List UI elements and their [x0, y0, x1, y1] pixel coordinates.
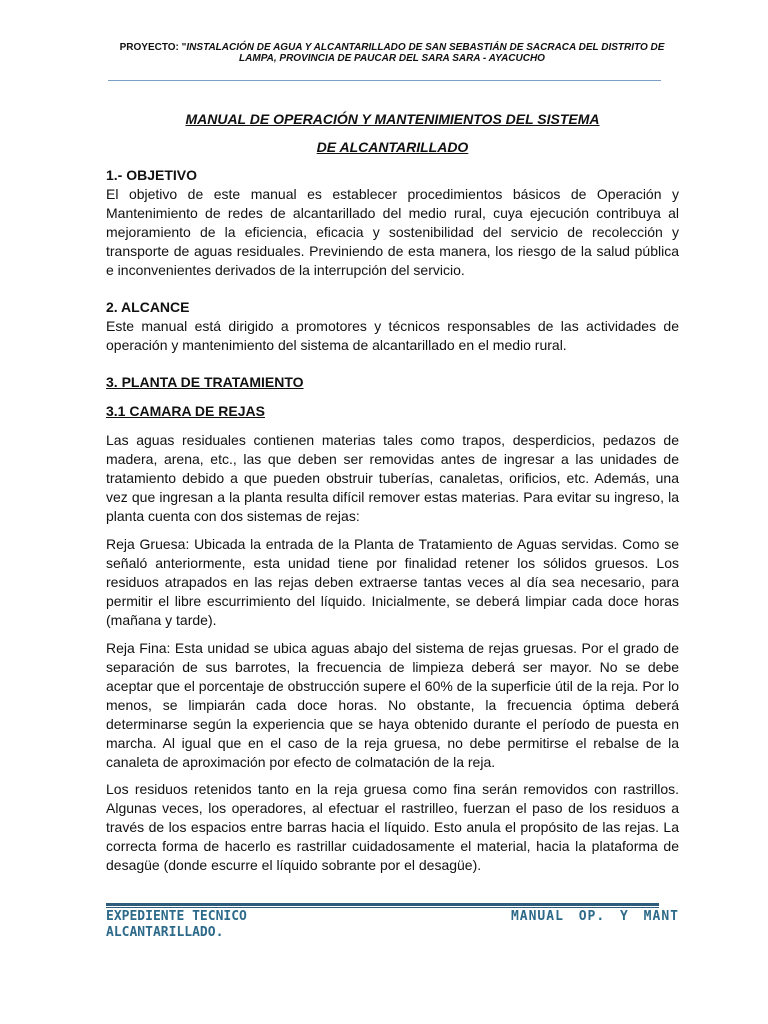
section-paragraph: Este manual está dirigido a promotores y técnicos responsables de las actividades de operación y mantenimiento del sistema de alcantarillado en el medio rural.	[106, 318, 679, 353]
footer-left-line-1: EXPEDIENTE TECNICO	[106, 909, 247, 924]
section-alcance	[106, 298, 679, 355]
footer-left-line-2: ALCANTARILLADO.	[106, 925, 224, 940]
header-divider	[108, 80, 661, 81]
section-paragraph: Los residuos retenidos tanto en la reja gruesa como fina serán removidos con rastrillos. Algunas veces, los operadores, al efectuar el rastrilleo, fuerzan el paso de los residuos a través de los espacios entre barras hacia el líquido. Esto anula el propósito de las rejas. La correcta forma de hacerlo es rastrillar cuidadosamente el material, hacia la plataforma de desagüe (donde escurre el líquido sobrante por el desagüe).	[106, 781, 679, 873]
section-paragraph: Reja Gruesa: Ubicada la entrada de la Planta de Tratamiento de Aguas servidas. Como se señaló anteriormente, esta unidad tiene por finalidad retener los sólidos gruesos. Los residuos atrapados en las rejas deben extraerse tantas veces al día sea necesario, para permitir el libre escurrimiento del líquido. Inicialmente, se deberá limpiar cada doce horas (mañana y tarde).	[106, 536, 679, 628]
footer-divider-thin	[106, 907, 659, 908]
footer-right: MANUAL OP. Y MANT	[510, 909, 679, 924]
footer-divider-thick	[106, 903, 659, 906]
section-paragraph: Las aguas residuales contienen materias tales como trapos, desperdicios, pedazos de madera, arena, etc., las que deben ser removidas antes de ingresar a las unidades de tratamiento debido a que pueden obstruir tuberías, canaletas, orificios, etc. Además, una vez que ingresan a la planta resulta difícil remover estas materias. Para evitar su ingreso, la planta cuenta con dos sistemas de rejas:	[106, 432, 679, 524]
paragraph-reja-fina	[106, 639, 679, 772]
section-camara-rejas	[106, 402, 679, 421]
paragraph-residuos-retenidos	[106, 780, 679, 875]
page-header	[104, 42, 680, 64]
section-paragraph: El objetivo de este manual es establecer procedimientos básicos de Operación y Mantenimiento de redes de alcantarillado del medio rural, cuya ejecución contribuya al mejoramiento de la eficiencia, eficacia y sostenibilidad del servicio de recolección y transporte de aguas residuales. Previniendo de esta manera, los riesgo de la salud pública e inconvenientes derivados de la interrupción del servicio.	[106, 186, 679, 278]
section-heading: 2. ALCANCE	[106, 299, 190, 315]
section-heading: 3. PLANTA DE TRATAMIENTO	[106, 374, 304, 390]
document-title-line-2: DE ALCANTARILLADO	[316, 139, 469, 155]
section-heading: 1.- OBJETIVO	[106, 167, 198, 183]
paragraph-reja-gruesa	[106, 535, 679, 630]
section-objetivo	[106, 166, 679, 280]
paragraph-aguas-residuales	[106, 431, 679, 526]
section-paragraph: Reja Fina: Esta unidad se ubica aguas abajo del sistema de rejas gruesas. Por el grado de separación de sus barrotes, la frecuencia de limpieza deberá ser mayor. No se debe aceptar que el porcentaje de obstrucción supere el 60% de la superficie útil de la reja. Por lo menos, se limpiarán cada doce horas. No obstante, la frecuencia óptima deberá determinarse según la experiencia que se haya obtenido durante el período de puesta en marcha. Al igual que en el caso de la reja gruesa, no debe permitirse el rebalse de la canaleta de aproximación por efecto de colmatación de la reja.	[106, 640, 679, 770]
project-label: PROYECTO: "	[119, 42, 187, 53]
page-footer	[106, 909, 679, 941]
document-title-line-1: MANUAL DE OPERACIÓN Y MANTENIMIENTOS DEL SISTEMA	[185, 111, 600, 127]
project-title: INSTALACIÓN DE AGUA Y ALCANTARILLADO DE SAN SEBASTIÁN DE SACRACA DEL DISTRITO DE LAMPA, PROVINCIA DE PAUCAR DEL SARA SARA - AYACUCHO	[186, 42, 665, 64]
section-planta	[106, 373, 679, 392]
section-heading: 3.1 CAMARA DE REJAS	[106, 403, 265, 419]
